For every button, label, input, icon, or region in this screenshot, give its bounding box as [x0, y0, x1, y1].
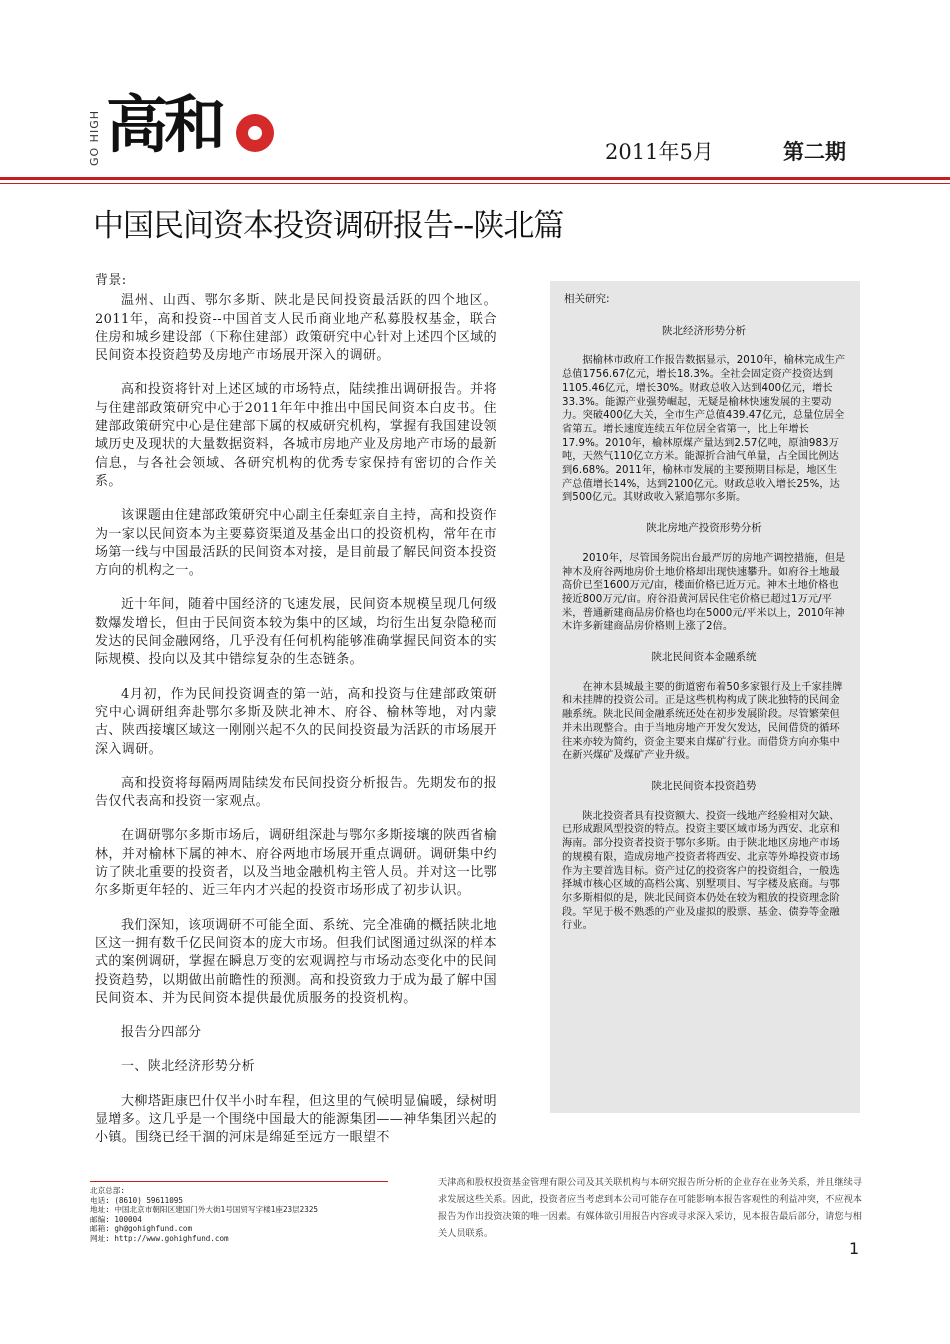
- paragraph: 4月初，作为民间投资调查的第一站，高和投资与住建部政策研究中心调研组奔赴鄂尔多斯及陕北神木、府谷、榆林等地，对内蒙古、陕西接壤区域这一刚刚兴起不久的民间投资最为活跃的市场展开深入调研。: [95, 686, 498, 757]
- footer-contact: [90, 1186, 390, 1244]
- background-label: 背景:: [95, 273, 127, 288]
- related-research-sidebar: [550, 281, 860, 1113]
- issue-number: 第二期: [783, 139, 846, 164]
- contact-line: 邮编: 100004: [90, 1214, 142, 1224]
- paragraph: 在调研鄂尔多斯市场后，调研组深赴与鄂尔多斯接壤的陕西省榆林，并对榆林下属的神木、府谷两地市场展开重点调研。调研集中约访了陕北重要的投资者，以及当地金融机构主管人员。并对这一比鄂尔多斯更年轻的、近三年内才兴起的投资市场形成了初步认识。: [95, 828, 498, 899]
- paragraph: 我们深知，该项调研不可能全面、系统、完全准确的概括陕北地区这一拥有数千亿民间资本的庞大市场。但我们试图通过纵深的样本式的案例调研，掌握在瞬息万变的宏观调控与市场动态变化中的民间投资趋势，以期做出前瞻性的预测。高和投资致力于成为最了解中国民间资本、并为民间资本提供最优质服务的投资机构。: [95, 917, 498, 1006]
- footer-disclaimer: 天津高和股权投资基金管理有限公司及其关联机构与本研究报告所分析的企业存在业务关系，并且继续寻求发展这些关系。因此，投资者应当考虑到本公司可能存在可能影响本报告客观性的利益冲突，不应视本报告为作出投资决策的唯一因素。有媒体欲引用报告内容或寻求深入采访，见本报告最后部分，请您与相关人员联系。: [438, 1177, 862, 1239]
- section-heading: 一、陕北经济形势分析: [121, 1059, 256, 1075]
- contact-line: 地址: 中国北京市朝阳区建国门外大街1号国贸写字楼1座23层2325: [90, 1205, 318, 1215]
- sidebar-heading: 陕北民间资本金融系统: [651, 651, 757, 664]
- issue-date: 2011年5月: [605, 140, 714, 164]
- page-number: 1: [849, 1239, 860, 1258]
- footer-rule: [90, 1181, 388, 1182]
- paragraph: 高和投资将针对上述区域的市场特点，陆续推出调研报告。并将与住建部政策研究中心于2011年年中推出中国民间资本白皮书。住建部政策研究中心是住建部下属的权威研究机构，掌握有我国建设领域历史及现状的大量数据资料，各城市房地产业及房地产市场的最新信息，与各社会领域、各研究机构的优秀专家保持有密切的合作关系。: [95, 382, 498, 489]
- paragraph: 近十年间，随着中国经济的飞速发展，民间资本规模呈现几何级数爆发增长，但由于民间资本较为集中的区域，均衍生出复杂隐秘而发达的民间金融网络，几乎没有任何机构能够准确掌握民间资本的实际规模、投向以及其中错综复杂的生态链条。: [95, 597, 498, 668]
- sidebar-label: 相关研究:: [564, 293, 610, 305]
- main-column: [95, 272, 497, 1164]
- contact-line: 电话: (8610) 59611095: [90, 1195, 183, 1205]
- parts-heading: 报告分四部分: [121, 1025, 202, 1041]
- logo-circle-icon: [236, 114, 274, 152]
- contact-email[interactable]: 邮箱: gh@gohighfund.com: [90, 1224, 193, 1234]
- paragraph: 该课题由住建部政策研究中心副主任秦虹亲自主持，高和投资作为一家以民间资本为主要募资渠道及基金出口的投资机构，常年在市场第一线与中国最活跃的民间资本对接，是目前最了解民间资本投资方向的机构之一。: [95, 508, 498, 579]
- logo-main-text: 高和: [106, 88, 223, 161]
- paragraph: 高和投资将每隔两周陆续发布民间投资分析报告。先期发布的报告仅代表高和投资一家观点。: [95, 775, 497, 810]
- paragraph: 温州、山西、鄂尔多斯、陕北是民间投资最活跃的四个地区。2011年，高和投资--中国首支人民币商业地产私募股权基金，联合住房和城乡建设部（下称住建部）政策研究中心针对上述四个区域的民间资本投资趋势及房地产市场展开深入的调研。: [95, 293, 498, 364]
- paragraph: 大柳塔距康巴什仅半小时车程，但这里的气候明显偏暖，绿树明显增多。这几乎是一个围绕中国最大的能源集团——神华集团兴起的小镇。围绕已经干涸的河床是绵延至远方一眼望不: [95, 1093, 498, 1146]
- gohigh-logo: [88, 88, 288, 168]
- sidebar-paragraph: 在神木县城最主要的街道密布着50多家银行及上千家挂牌和未挂牌的投资公司。正是这些机构构成了陕北独特的民间金融系统。陕北民间金融系统还处在初步发展阶段。尽管繁荣但并未出现整合。由于当地房地产开发欠发达，民间借贷的循环往来亦较为简约，资金主要来自煤矿行业。而借贷方向亦集中在新兴煤矿及煤矿产业升级。: [562, 681, 843, 762]
- sidebar-paragraph: 据榆林市政府工作报告数据显示，2010年，榆林完成生产总值1756.67亿元，增长18.3%。全社会固定资产投资达到1105.46亿元，增长30%。财政总收入达到400亿元，增长33.3%。能源产业强势崛起，无疑是榆林快速发展的主要动力。突破400亿大关，全市生产总值439.47亿元，总量位居全省第五。增长速度连续五年位居全省第一，比上年增长17.9%。2010年，榆林原煤产量达到2.57亿吨，原油983万吨，天然气110亿立方米。能源折合油气单量，占全国比例达到6.68%。2011年，榆林市发展的主要预期目标是，地区生产总值增长14%，达到2100亿元。财政总收入增长25%，达到500亿元。其财政收入紧追鄂尔多斯。: [562, 355, 846, 504]
- sidebar-paragraph: 2010年，尽管国务院出台最严厉的房地产调控措施，但是神木及府谷两地房价土地价格却出现快速攀升。如府谷土地最高价已至1600万元/亩，楼面价格已近万元。神木土地价格也接近800万元/亩。府谷沿黄河居民住宅价格已超过1万元/平米，普通新建商品房价格也均在5000元/平米以上，2010年神木许多新建商品房价格则上涨了2倍。: [562, 552, 846, 633]
- sidebar-heading: 陕北经济形势分析: [662, 324, 746, 337]
- report-title: 中国民间资本投资调研报告--陕北篇: [93, 208, 564, 244]
- sidebar-paragraph: 陕北投资者具有投资额大、投资一线地产经验相对欠缺、已形成跟风型投资的特点。投资主要区域市场为西安、北京和海南。部分投资者投资于鄂尔多斯。由于陕北地区房地产市场的规模有限，造成房地产投资者将西安、北京等外埠投资市场作为主要首选目标。资产过亿的投资客户的投资组合，一般选择城市核心区域的高档公寓、别墅项目、写字楼及底商。与鄂尔多斯相似的是，陕北民间资本仍处在较为粗放的投资理念阶段。罕见于极不熟悉的产业及虚拟的股票、基金、债券等金融行业。: [562, 810, 840, 932]
- contact-website-link[interactable]: 网址: http://www.gohighfund.com: [90, 1233, 229, 1243]
- sidebar-heading: 陕北民间资本投资趋势: [651, 779, 757, 792]
- sidebar-heading: 陕北房地产投资形势分析: [646, 522, 762, 535]
- header-rule: [0, 177, 950, 180]
- header-rule-thin: [0, 183, 950, 184]
- logo-side-text: GO HIGH: [88, 110, 101, 166]
- contact-line: 北京总部:: [90, 1186, 125, 1195]
